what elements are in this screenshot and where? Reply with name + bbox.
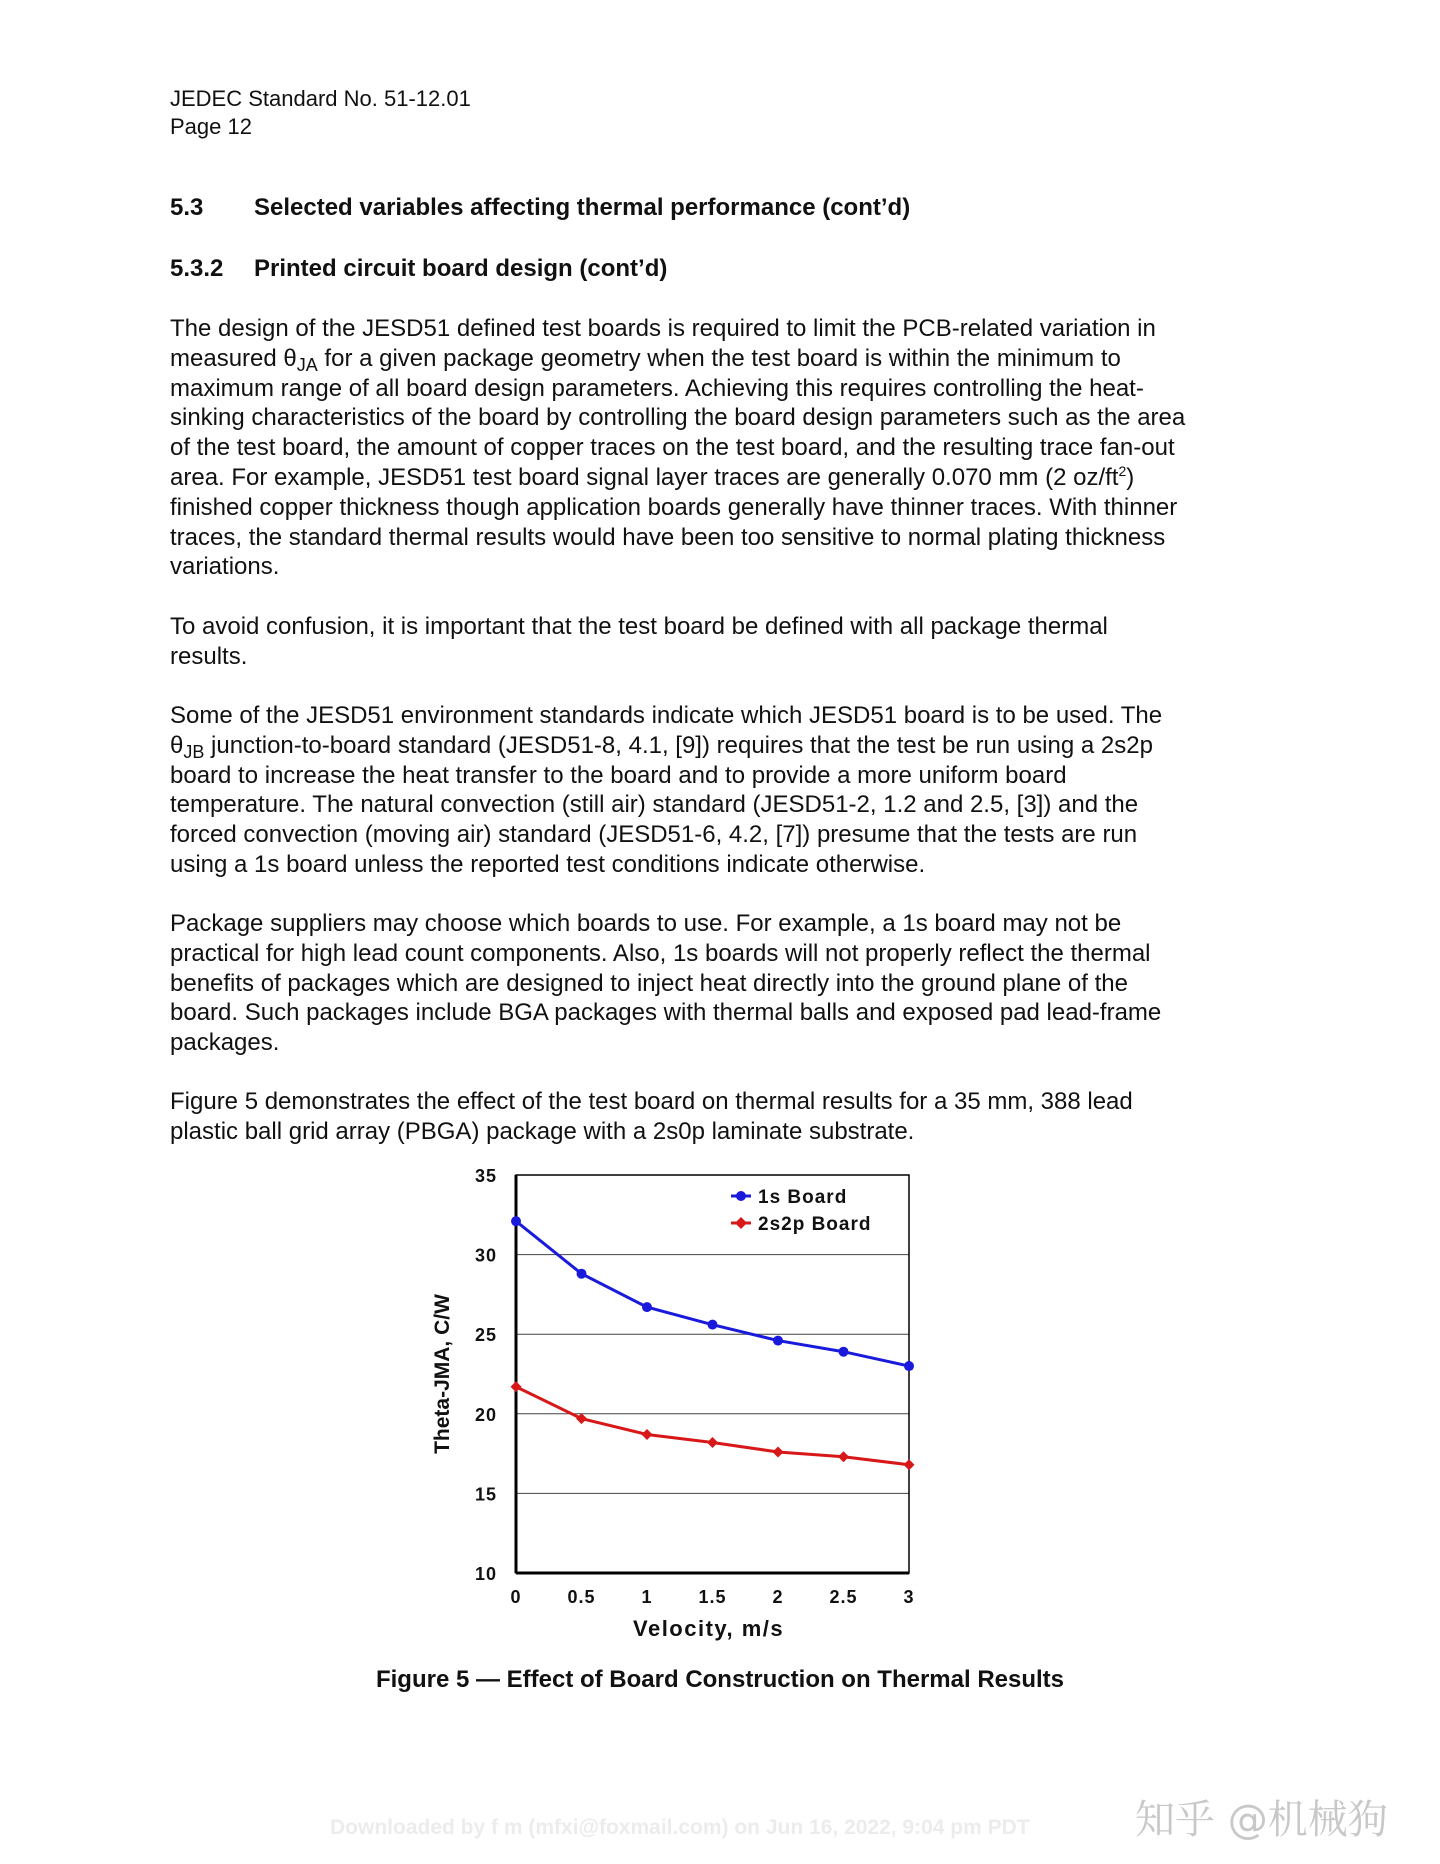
y-tick-label: 20 [474, 1404, 498, 1425]
download-stamp: Downloaded by f m (mfxi@foxmail.com) on Jun 16, 2022, 9:04 pm PDT [330, 1816, 1030, 1839]
y-tick-label: 35 [474, 1166, 498, 1186]
thermal-chart [400, 1150, 940, 1650]
text-line: of the test board, the amount of copper traces on the test board, and the resulting trace fan-out [170, 434, 1175, 462]
data-point [511, 1216, 521, 1226]
text-fragment: junction-to-board standard (JESD51-8, 4.1, [9]) requires that the test be run using a 2s2p [204, 731, 1153, 759]
text-line: traces, the standard thermal results would have been too sensitive to normal plating thickness [170, 523, 1166, 551]
data-point [904, 1459, 915, 1470]
paragraph-figure-intro [170, 1087, 1280, 1147]
data-point [839, 1347, 849, 1357]
text-line: using a 1s board unless the reported test conditions indicate otherwise. [170, 850, 926, 878]
text-line: board. Such packages include BGA packages with thermal balls and exposed pad lead-frame [170, 999, 1162, 1027]
text-fragment: area. For example, JESD51 test board signal layer traces are generally 0.070 mm (2 oz/ft [170, 463, 1119, 491]
text-line: To avoid confusion, it is important that the test board be defined with all package thermal [170, 613, 1108, 640]
x-tick-label: 0.5 [567, 1587, 596, 1607]
text-line: practical for high lead count components. Also, 1s boards will not properly reflect the thermal [170, 939, 1151, 967]
text-line: plastic ball grid array (PBGA) package with a 2s0p laminate substrate. [170, 1117, 915, 1145]
watermark: 知乎 @机械狗 [1135, 1797, 1388, 1843]
legend-marker-2s2p [735, 1217, 747, 1229]
text-line: finished copper thickness though application boards generally have thinner traces. With thinner [170, 493, 1178, 521]
legend-label-1s: 1s Board [758, 1187, 848, 1208]
y-tick-label: 10 [474, 1564, 498, 1584]
text-line: sinking characteristics of the board by controlling the board design parameters such as the area [170, 404, 1186, 432]
text-line [170, 463, 1280, 493]
text-line [170, 731, 1280, 761]
data-point [904, 1361, 914, 1371]
x-axis-title: Velocity, m/s [633, 1616, 785, 1641]
legend [731, 1187, 871, 1235]
legend-marker-1s [736, 1191, 746, 1201]
x-tick-label: 3 [903, 1587, 915, 1607]
paragraph-board-design [170, 314, 1280, 582]
section-number: 5.3 [170, 194, 204, 221]
text-line: temperature. The natural convection (still air) standard (JESD51-2, 1.2 and 2.5, [3]) and the [170, 791, 1139, 819]
data-point [708, 1320, 718, 1330]
section-title: Selected variables affecting thermal performance (cont’d) [254, 194, 911, 221]
text-fragment: measured θ [170, 344, 297, 372]
x-tick-label: 1 [641, 1587, 653, 1607]
figure-caption: Figure 5 — Effect of Board Construction on Thermal Results [375, 1666, 1065, 1693]
standard-number: JEDEC Standard No. 51-12.01 [170, 86, 471, 111]
data-point [577, 1269, 587, 1279]
text-line: board to increase the heat transfer to the board and to provide a more uniform board [170, 761, 1067, 789]
superscript: 2 [1118, 462, 1127, 479]
x-tick-label: 0 [510, 1587, 522, 1607]
data-point [576, 1413, 587, 1424]
data-point [838, 1451, 849, 1462]
y-tick-label: 25 [474, 1325, 498, 1346]
paragraph-confusion [170, 612, 1280, 672]
series-line-2s2p [516, 1387, 909, 1465]
data-point [642, 1429, 653, 1440]
x-tick-label: 2.5 [829, 1587, 858, 1607]
series-line-1s [516, 1221, 909, 1366]
text-line: results. [170, 642, 248, 670]
text-fragment: ) [1126, 463, 1135, 491]
text-fragment: θ [170, 731, 184, 759]
text-line: forced convection (moving air) standard (JESD51-6, 4.2, [7]) presume that the tests are run [170, 821, 1138, 849]
subsection-heading [170, 255, 667, 283]
y-axis-title: Theta-JMA, C/W [431, 1294, 454, 1454]
subsection-number: 5.3.2 [170, 255, 224, 282]
subsection-title: Printed circuit board design (cont’d) [254, 255, 668, 282]
paragraph-environment-standards [170, 701, 1280, 880]
data-point [773, 1336, 783, 1346]
text-line: maximum range of all board design parameters. Achieving this requires controlling the heat- [170, 374, 1144, 402]
text-line [170, 344, 1280, 374]
subscript: JB [183, 741, 205, 762]
y-tick-label: 30 [474, 1245, 498, 1266]
text-line: Some of the JESD51 environment standards indicate which JESD51 board is to be used. The [170, 702, 1163, 729]
text-line: The design of the JESD51 defined test boards is required to limit the PCB-related variation in [170, 315, 1156, 342]
data-point [773, 1447, 784, 1458]
section-heading [170, 194, 910, 222]
x-tick-label: 1.5 [698, 1587, 727, 1607]
text-line: Package suppliers may choose which boards to use. For example, a 1s board may not be [170, 910, 1122, 937]
legend-label-2s2p: 2s2p Board [758, 1214, 872, 1235]
page-number: Page 12 [170, 114, 252, 139]
data-point [707, 1437, 718, 1448]
running-header [170, 85, 471, 141]
x-tick-label: 2 [772, 1587, 784, 1607]
text-line: benefits of packages which are designed to inject heat directly into the ground plane of the [170, 969, 1128, 997]
text-fragment: for a given package geometry when the test board is within the minimum to [317, 344, 1121, 372]
paragraph-package-suppliers [170, 909, 1280, 1058]
data-point [642, 1302, 652, 1312]
text-line: packages. [170, 1029, 280, 1057]
text-line: variations. [170, 553, 280, 581]
text-line: Figure 5 demonstrates the effect of the test board on thermal results for a 35 mm, 388 lead [170, 1088, 1133, 1115]
y-tick-label: 15 [474, 1484, 498, 1505]
subscript: JA [296, 354, 318, 375]
data-point [511, 1381, 522, 1392]
